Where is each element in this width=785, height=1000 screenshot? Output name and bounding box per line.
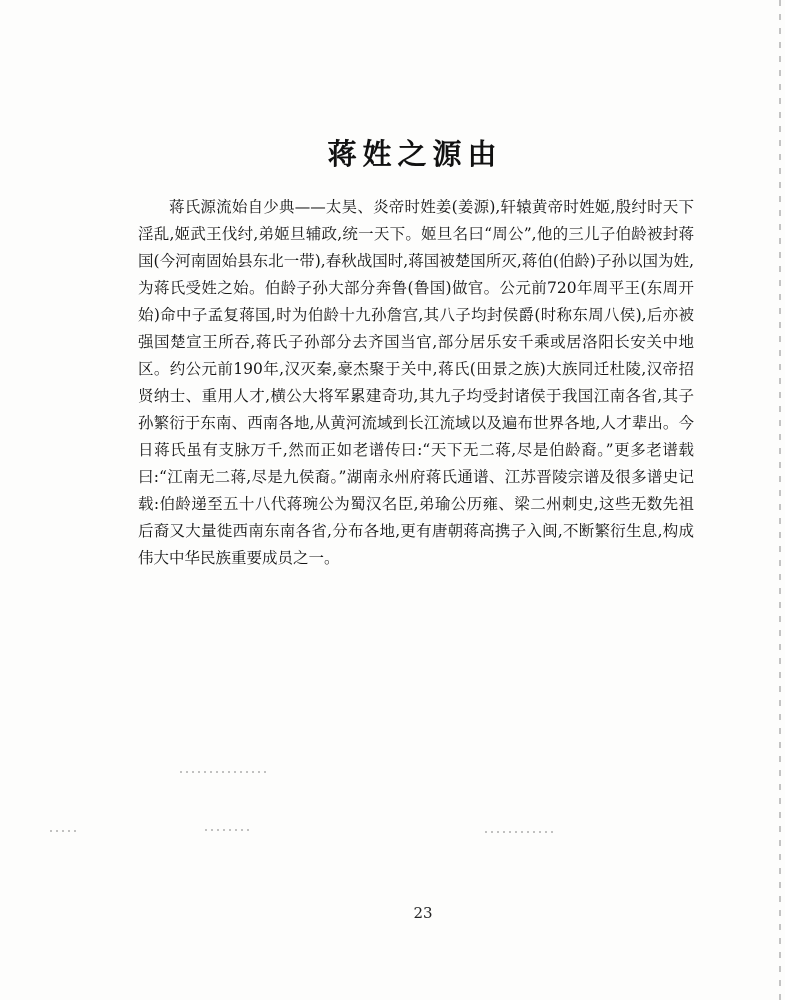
paragraph: 蒋氏源流始自少典——太昊、炎帝时姓姜(姜源),轩辕黄帝时姓姬,殷纣时天下淫乱,姬武王伐纣,弟姬旦辅政,统一天下。姬旦名曰“周公”,他的三儿子伯龄被封蒋国(今河南固始县东北一带),春秋战国时,蒋国被楚国所灭,蒋伯(伯龄)子孙以国为姓,为蒋氏受姓之始。伯龄子孙大部分奔鲁(鲁国)做官。公元前720年周平王(东周开始)命中子孟复蒋国,时为伯龄十九孙詹宫,其八子均封侯爵(时称东周八侯),后亦被强国楚宣王所吞,蒋氏子孙部分去齐国当官,部分居乐安千乘或居洛阳长安关中地区。约公元前190年,汉灭秦,豪杰聚于关中,蒋氏(田景之族)大族同迁杜陵,汉帝招贤纳士、重用人才,横公大将军累建奇功,其九子均受封诸侯于我国江南各省,其子孙繁衍于东南、西南各地,从黄河流域到长江流域以及遍布世界各地,人才辈出。今日蒋氏虽有支脉万千,然而正如老谱传曰:“天下无二蒋,尽是伯龄裔。”更多老谱载曰:“江南无二蒋,尽是九侯裔。”湖南永州府蒋氏通谱、江苏晋陵宗谱及很多谱史记载:伯龄递至五十八代蒋琬公为蜀汉名臣,弟瑜公历雍、梁二州刺史,这些无数先祖后裔又大量徙西南东南各省,分布各地,更有唐朝蒋高携子入闽,不断繁衍生息,构成伟大中华民族重要成员之一。 [138, 198, 694, 567]
body-text [138, 194, 694, 572]
scan-noise-right [485, 831, 557, 833]
scan-noise-mid [205, 829, 250, 831]
scan-noise-left [180, 771, 270, 773]
page-number: 23 [413, 904, 433, 922]
page-title: 蒋姓之源由 [327, 137, 503, 171]
scan-noise-far-left [50, 830, 80, 832]
